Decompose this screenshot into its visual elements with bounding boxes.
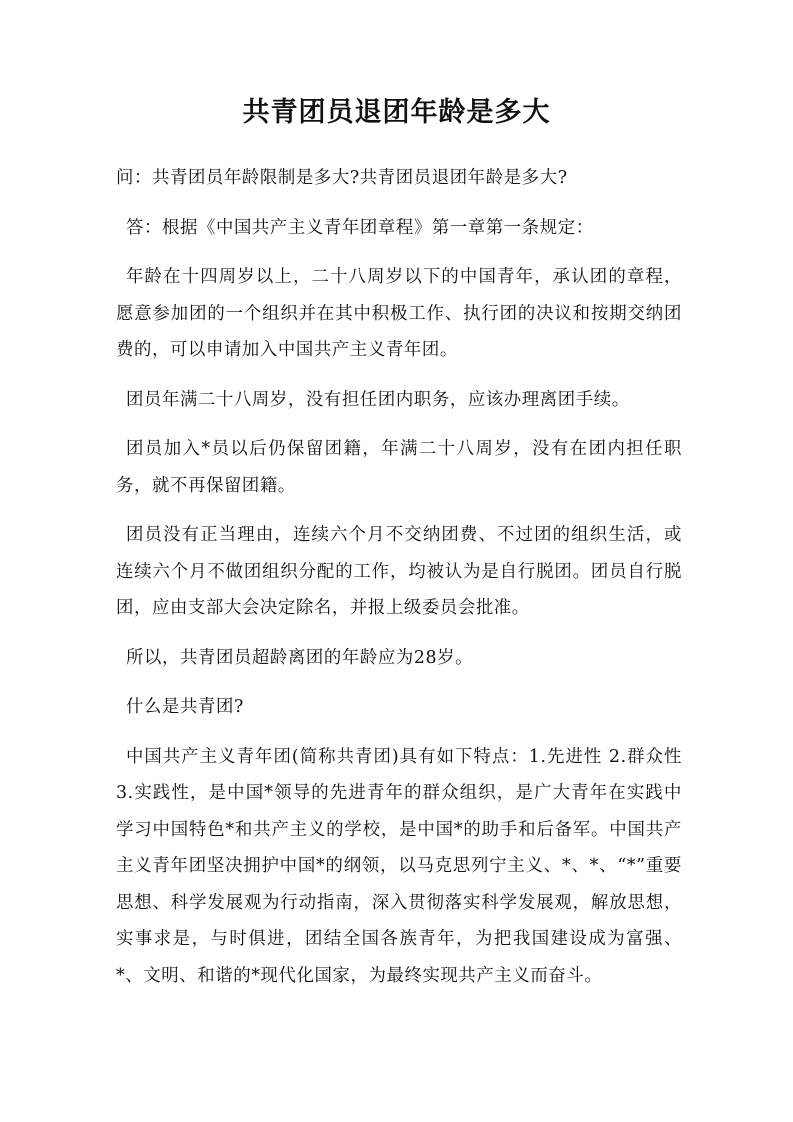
document-title: 共青团员退团年龄是多大 [242, 97, 551, 128]
question-paragraph: 问：共青团员年龄限制是多大?共青团员退团年龄是多大? [116, 168, 568, 188]
conclusion-paragraph: 所以，共青团员超龄离团的年龄应为28岁。 [126, 647, 474, 668]
document-body [116, 160, 682, 1007]
section-question-paragraph: 什么是共青团? [126, 697, 244, 717]
answer-intro-paragraph: 答：根据《中国共产主义青年团章程》第一章第一条规定： [126, 217, 594, 238]
league-description-paragraph: 中国共产主义青年团(简称共青团)具有如下特点：1.先进性 2.群众性 3.实践性，是中国*领导的先进青年的群众组织，是广大青年在实践中学习中国特色*和共产主义的学校，是中国*的助手和后备军。中国共产主义青年团坚决拥护中国*的纲领，以马克思列宁主义、*、*、“*”重要思想、科学发展观为行动指南，深入贯彻落实科学发展观，解放思想，实事求是，与时俱进，团结全国各族青年，为把我国建设成为富强、*、文明、和谐的*现代化国家，为最终实现共产主义而奋斗。 [116, 746, 682, 986]
self-withdrawal-paragraph: 团员没有正当理由，连续六个月不交纳团费、不过团的组织生活，或连续六个月不做团组织分配的工作，均被认为是自行脱团。团员自行脱团，应由支部大会决定除名，并报上级委员会批准。 [116, 525, 682, 618]
leave-league-paragraph: 团员年满二十八周岁，没有担任团内职务，应该办理离团手续。 [126, 389, 630, 410]
age-requirement-paragraph: 年龄在十四周岁以上，二十八周岁以下的中国青年，承认团的章程，愿意参加团的一个组织并在其中积极工作、执行团的决议和按期交纳团费的，可以申请加入中国共产主义青年团。 [116, 267, 682, 360]
membership-retention-paragraph: 团员加入*员以后仍保留团籍，年满二十八周岁，没有在团内担任职务，就不再保留团籍。 [116, 439, 682, 496]
